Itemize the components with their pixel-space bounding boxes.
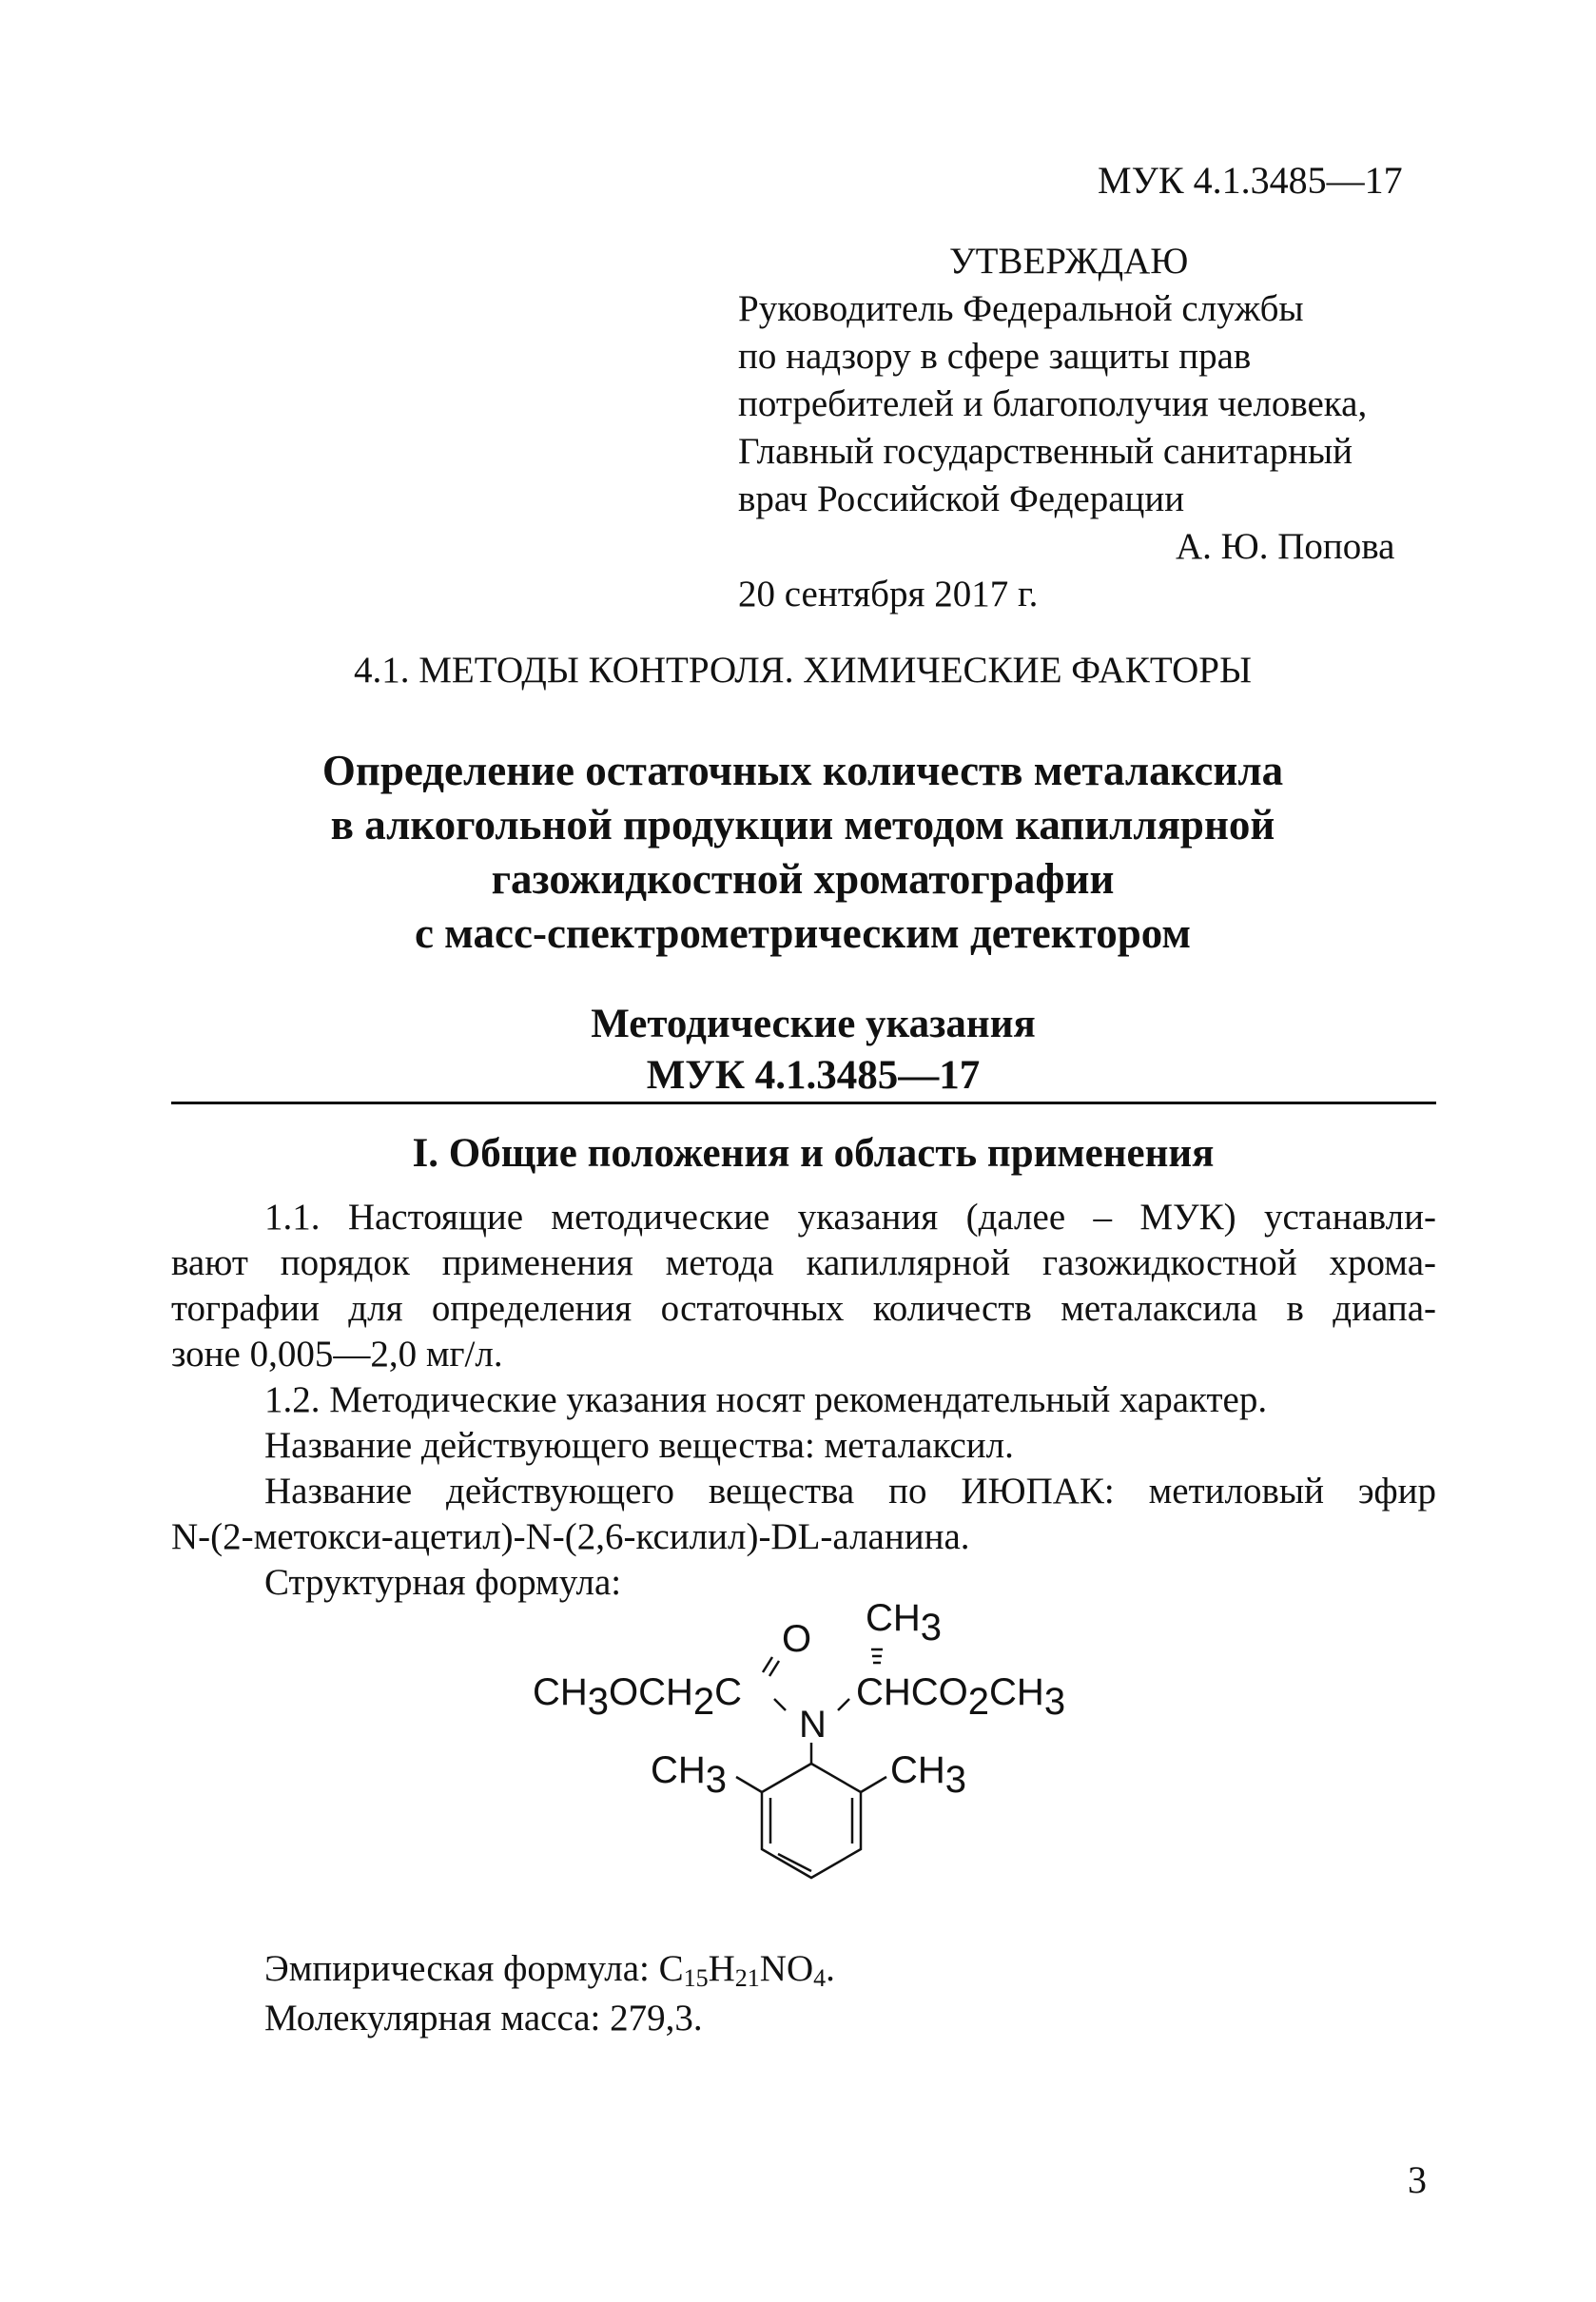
paragraph-line: вают порядок применения метода капиллярной газожидкостной хрома- — [171, 1242, 1436, 1283]
paragraph-line: зоне 0,005—2,0 мг/л. — [171, 1334, 503, 1375]
document-type — [0, 999, 1596, 1102]
ch3-right-label: CH3 — [890, 1749, 967, 1801]
nitrogen-label: N — [799, 1704, 827, 1746]
approval-line: по надзору в сфере защиты прав — [738, 336, 1252, 377]
bond-c-n — [774, 1699, 786, 1710]
paragraph-line: Название действующего вещества по ИЮПАК: метиловый эфир — [264, 1471, 1436, 1512]
approval-line: потребителей и благополучия человека, — [738, 383, 1368, 424]
paragraph: 1.2. Методические указания носят рекомендательный характер. — [264, 1379, 1268, 1420]
benzene-ring — [762, 1764, 861, 1878]
title-line: с масс-спектрометрическим детектором — [414, 909, 1192, 957]
paragraph-line: N-(2-метокси-ацетил)-N-(2,6-ксилил)-DL-аланина. — [171, 1516, 970, 1557]
left-chain-label: CH3OCH2C — [533, 1671, 743, 1723]
document-title — [0, 744, 1596, 961]
structural-formula — [533, 1587, 1141, 1891]
approval-line: Главный государственный санитарный — [738, 431, 1353, 472]
ch3-top-label: CH3 — [866, 1597, 943, 1648]
empirical-formula: Эмпирическая формула: $C_{15}H_{21}NO_4$. — [264, 1948, 835, 1992]
molar-mass: Молекулярная масса: 279,3. — [264, 1998, 703, 2039]
title-divider — [171, 1102, 1436, 1104]
formula-info — [264, 1944, 835, 2043]
approve-heading: УТВЕРЖДАЮ — [949, 241, 1189, 282]
paragraph: Название действующего вещества: металаксил. — [264, 1425, 1014, 1466]
approval-date: 20 сентября 2017 г. — [738, 574, 1039, 615]
document-type-label: Методические указания — [591, 1002, 1036, 1046]
double-bond — [763, 1657, 772, 1672]
right-chain-label: CHCO2CH3 — [856, 1671, 1066, 1723]
page-number: 3 — [1408, 2158, 1427, 2201]
oxygen-label: O — [782, 1618, 812, 1660]
document-type-code: МУК 4.1.3485—17 — [646, 1053, 981, 1098]
ch3-left-label: CH3 — [651, 1749, 728, 1801]
paragraph-line: тографии для определения остаточных количеств металаксила в диапа- — [171, 1288, 1436, 1329]
signer-name: А. Ю. Попова — [1176, 526, 1395, 567]
bond-n-ch — [838, 1699, 849, 1710]
title-line: газожидкостной хроматографии — [491, 855, 1115, 903]
approval-line: врач Российской Федерации — [738, 478, 1185, 519]
title-line: в алкогольной продукции методом капиллярной — [330, 801, 1275, 849]
structural-formula-label: Структурная формула: — [264, 1562, 622, 1603]
bond-ring-ch3-right — [861, 1777, 886, 1792]
approval-block — [738, 238, 1395, 618]
paragraph-line: 1.1. Настоящие методические указания (далее – МУК) устанавли- — [264, 1197, 1436, 1238]
section-heading: I. Общие положения и область применения — [412, 1131, 1215, 1176]
approval-line: Руководитель Федеральной службы — [738, 288, 1304, 329]
title-line: Определение остаточных количеств металаксила — [321, 747, 1284, 794]
double-bond — [769, 1661, 779, 1676]
section-body — [171, 1195, 1436, 1606]
category-heading: 4.1. МЕТОДЫ КОНТРОЛЯ. ХИМИЧЕСКИЕ ФАКТОРЫ — [354, 650, 1252, 691]
bond-ring-ch3-left — [736, 1777, 762, 1792]
document-code-header: МУК 4.1.3485—17 — [1098, 159, 1403, 202]
